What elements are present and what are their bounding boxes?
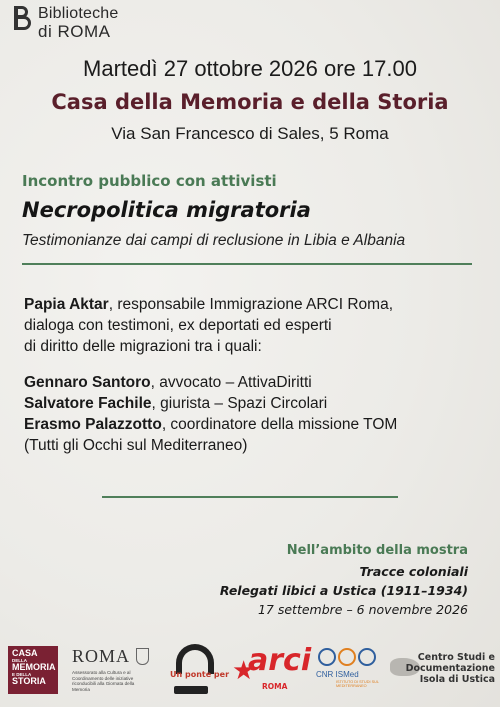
star-icon: ★ bbox=[232, 656, 256, 686]
arci-roma-logo: ★ arci ROMA bbox=[232, 643, 312, 691]
participant-role: , giurista – Spazi Circolari bbox=[151, 395, 328, 412]
event-address: Via San Francesco di Sales, 5 Roma bbox=[111, 124, 389, 143]
roma-capitale-logo: ROMA Assessorato alla Cultura e al Coordinamento delle iniziative riconducibili alla Giornata della Memoria bbox=[72, 646, 152, 692]
intro-line3: di diritto delle migrazioni tra i quali: bbox=[24, 338, 262, 355]
brand-line1: Biblioteche bbox=[38, 5, 119, 22]
participant-name: Gennaro Santoro bbox=[24, 374, 151, 391]
casa-memoria-logo: CASA DELLA MEMORIA E DELLA STORIA bbox=[8, 646, 58, 694]
participant-item bbox=[24, 414, 397, 435]
exhibition-label: Nell’ambito della mostra bbox=[286, 543, 468, 558]
partner-logos bbox=[0, 632, 500, 707]
cnr-ismed-logo: CNR ISMed ISTITUTO DI STUDI SUL MEDITERRANEO bbox=[316, 646, 386, 696]
participant-name: Salvatore Fachile bbox=[24, 395, 152, 412]
ustica-centro-studi-logo: Centro Studi e Documentazione Isola di Ustica bbox=[390, 652, 495, 702]
participant-item bbox=[24, 372, 397, 393]
participants-list bbox=[24, 372, 397, 456]
b-logo-icon bbox=[14, 6, 32, 34]
participant-name: Erasmo Palazzotto bbox=[24, 416, 162, 433]
event-subtitle: Testimonianze dai campi di reclusione in Libia e Albania bbox=[22, 232, 406, 249]
divider-bottom bbox=[102, 496, 398, 498]
moderator-role: , responsabile Immigrazione ARCI Roma, bbox=[108, 296, 394, 313]
brand-line2: di ROMA bbox=[38, 22, 111, 41]
intro-line2: dialoga con testimoni, ex deportati ed esperti bbox=[24, 317, 332, 334]
biblioteche-logo bbox=[14, 6, 118, 40]
exhibition-name2: Relegati libici a Ustica (1911–1934) bbox=[219, 583, 468, 598]
participant-item bbox=[24, 393, 397, 414]
participant-role: , coordinatore della missione TOM bbox=[161, 416, 398, 433]
exhibition-info bbox=[220, 543, 468, 617]
exhibition-dates: 17 settembre – 6 novembre 2026 bbox=[257, 602, 468, 617]
event-venue: Casa della Memoria e della Storia bbox=[51, 90, 449, 114]
participant-note: (Tutti gli Occhi sul Mediterraneo) bbox=[24, 437, 248, 454]
moderator-name: Papia Aktar bbox=[24, 296, 109, 313]
divider-top bbox=[22, 263, 472, 265]
event-title: Necropolitica migratoria bbox=[22, 198, 311, 222]
exhibition-name1: Tracce coloniali bbox=[359, 564, 468, 579]
event-kicker: Incontro pubblico con attivisti bbox=[22, 172, 277, 190]
intro-paragraph bbox=[24, 294, 393, 357]
un-ponte-per-logo: Un ponte per bbox=[168, 642, 228, 698]
roma-crest-icon bbox=[136, 648, 149, 665]
event-datetime: Martedì 27 ottobre 2026 ore 17.00 bbox=[83, 56, 417, 81]
participant-role: , avvocato – AttivaDiritti bbox=[150, 374, 312, 391]
